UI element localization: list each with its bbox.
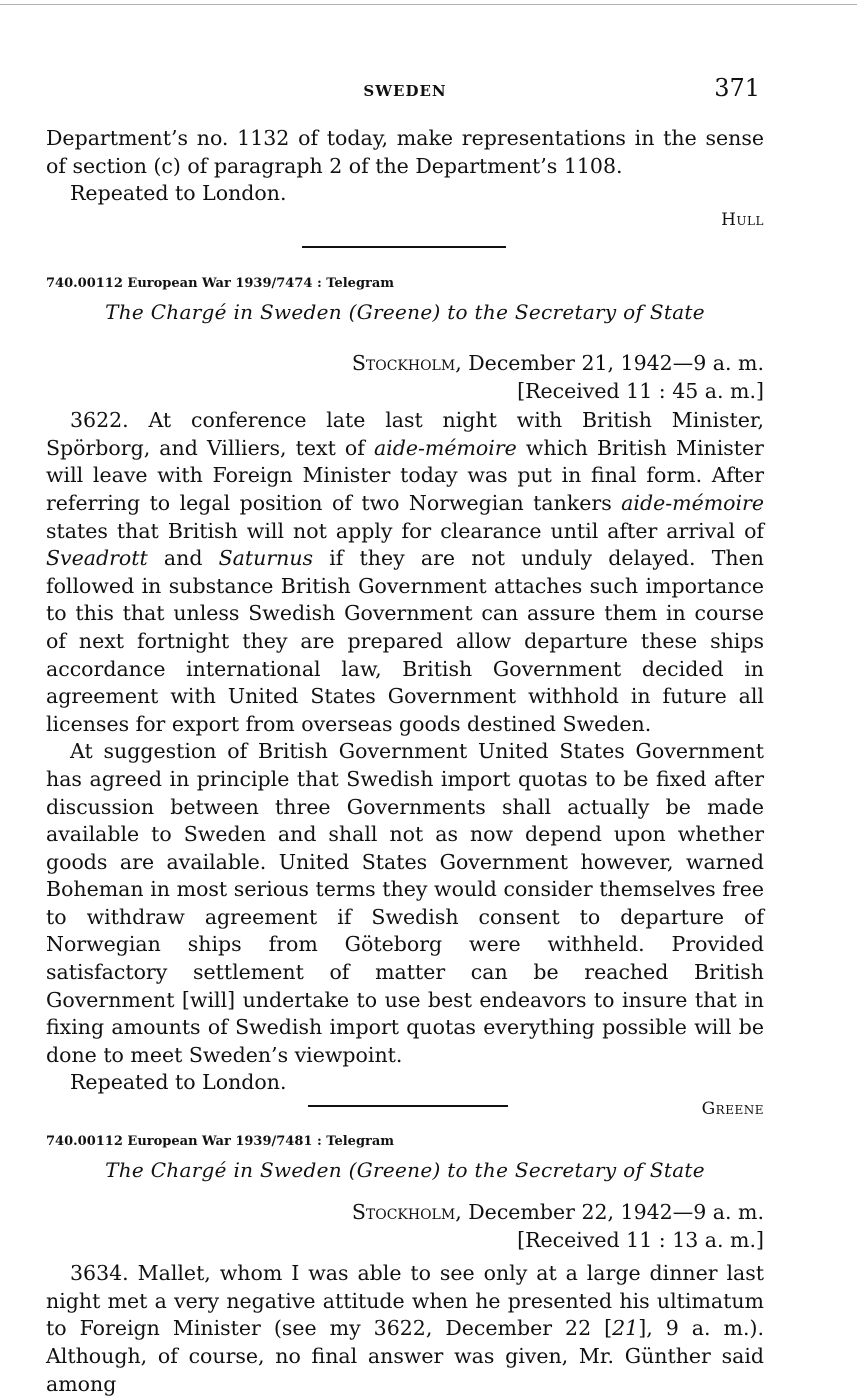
page-header [46, 76, 764, 106]
section-divider [302, 246, 506, 248]
doc2-p1-italic-1: 21 [612, 1316, 639, 1341]
doc2-dateline [46, 1199, 764, 1227]
doc1-file-number: 740.00112 European War 1939/7474 : Telegram [46, 276, 395, 291]
doc1-paragraph-1 [46, 407, 764, 738]
doc1-place: Stockholm, [351, 351, 462, 375]
intro-signature: Hull [721, 209, 764, 230]
section-divider [308, 1105, 508, 1107]
doc2-received: [Received 11 : 13 a. m.] [517, 1227, 764, 1252]
doc1-received: [Received 11 : 45 a. m.] [517, 378, 764, 403]
doc1-title: The Chargé in Sweden (Greene) to the Secretary of State [105, 300, 705, 324]
doc1-paragraph-2: At suggestion of British Government United States Government has agreed in principle that Swedish import quotas to be fixed after discussion between three Governments shall actually be made available to Sweden and shall not as now depend upon whether goods are available. United States Government however, warned Boheman in most serious terms they would consider themselves free to withdraw agreement if Swedish consent to departure of Norwegian ships from Göteborg were withheld. Provided satisfactory settlement of matter can be reached British Government [will] undertake to use best endeavors to insure that in fixing amounts of Swedish import quotas everything possible will be done to meet Sweden’s viewpoint. [46, 739, 764, 1067]
doc2-body [46, 1199, 764, 1398]
doc1-date: December 21, 1942—9 a. m. [468, 351, 764, 375]
doc1-p1-italic-2: aide-mémoire [621, 490, 764, 515]
doc2-p1-text-b: ], 9 a. m.). Although, of course, no final answer was given, Mr. Günther said among [46, 1316, 764, 1396]
doc1-p1-text-b: which British Minister will leave with Foreign Minister today was put in final form. After referring to legal position of two Norwegian tankers [46, 435, 764, 515]
doc1-p1-text-c: states that British will not apply for clearance until after arrival of [46, 518, 764, 543]
doc1-repeated-line: Repeated to London. [70, 1070, 287, 1095]
page-top-edge [0, 4, 857, 5]
doc1-p1-text-a: 3622. At conference late last night with British Minister, Spörborg, and Villiers, text of [46, 408, 764, 460]
doc1-body [46, 350, 764, 1119]
doc1-p1-text-e: if they are not unduly delayed. Then followed in substance British Government attaches such importance to this that unless Swedish Government can assure them in course of next fortnight they are prepared allow departure these ships accordance international law, British Government decided in agreement with United States Government withhold in future all licenses for export from overseas goods destined Sweden. [46, 546, 764, 736]
intro-repeated-line: Repeated to London. [70, 181, 287, 206]
doc2-place: Stockholm, [351, 1200, 462, 1224]
intro-paragraph: Department’s no. 1132 of today, make representations in the sense of section (c) of paragraph 2 of the Department’s 1108. [46, 126, 764, 178]
doc1-p1-italic-4: Saturnus [218, 546, 314, 571]
doc2-date: December 22, 1942—9 a. m. [468, 1200, 764, 1224]
doc2-title: The Chargé in Sweden (Greene) to the Secretary of State [105, 1158, 705, 1182]
intro-section [46, 125, 764, 230]
doc2-file-number: 740.00112 European War 1939/7481 : Telegram [46, 1134, 395, 1149]
page-number: 371 [714, 74, 760, 102]
running-head: SWEDEN [363, 82, 447, 100]
doc2-paragraph-1 [46, 1260, 764, 1398]
doc1-p1-italic-3: Sveadrott [46, 546, 148, 571]
doc1-p1-text-d: and [163, 546, 203, 571]
doc2-p1-text-a: 3634. Mallet, whom I was able to see only at a large dinner last night met a very negative attitude when he presented his ultimatum to Foreign Minister (see my 3622, December 22 [ [46, 1261, 764, 1341]
doc1-signature: Greene [701, 1099, 764, 1120]
doc1-p1-italic-1: aide-mémoire [373, 435, 517, 460]
doc1-dateline [46, 350, 764, 378]
